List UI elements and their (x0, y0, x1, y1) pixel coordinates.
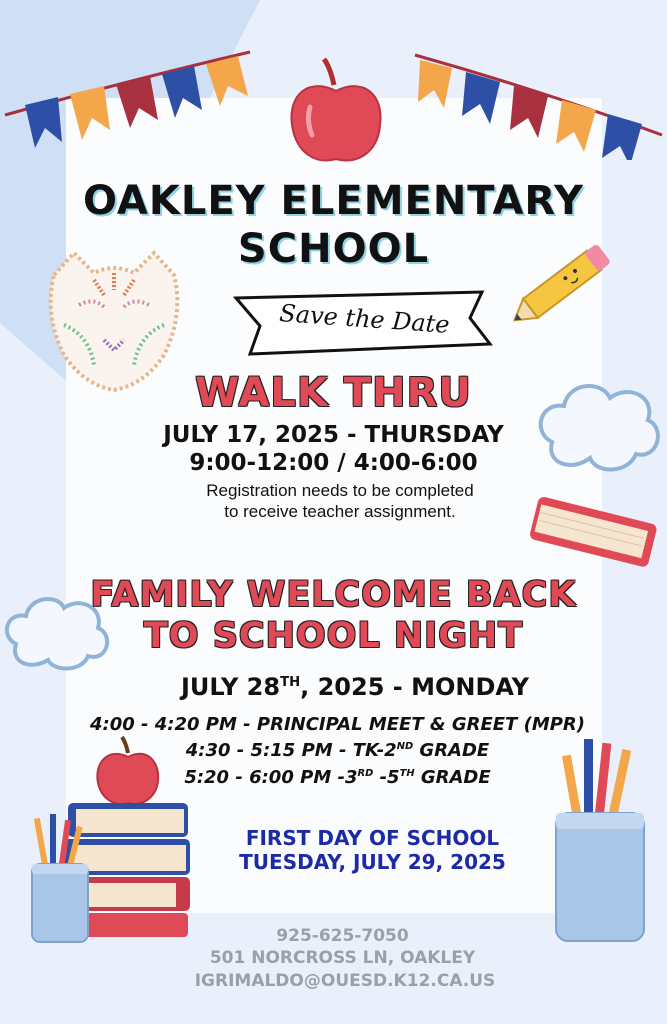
walk-thru-title: WALK THRU (195, 370, 472, 416)
family-night-title-line2: TO SCHOOL NIGHT (143, 616, 524, 656)
school-name-line2: SCHOOL (237, 226, 430, 272)
save-the-date-text: Save the Date (278, 299, 451, 339)
family-night-title-line1: FAMILY WELCOME BACK (90, 575, 577, 615)
walk-thru-note-line1: Registration needs to be completed (206, 481, 474, 500)
school-name-line1: OAKLEY ELEMENTARY (82, 178, 585, 224)
first-day-title: FIRST DAY OF SCHOOL (245, 826, 500, 850)
schedule-line-1: 4:00 - 4:20 PM - PRINCIPAL MEET & GREET (MPR) (89, 714, 586, 735)
apple-icon (288, 55, 384, 170)
contact-phone: 925-625-7050 (276, 926, 409, 946)
schedule-line-3: 5:20 - 6:00 PM -3RD -5TH GRADE (184, 767, 491, 788)
walk-thru-date: JULY 17, 2025 - THURSDAY (163, 422, 504, 448)
contact-address: 501 NORCROSS LN, OAKLEY (209, 948, 476, 968)
first-day-date: TUESDAY, JULY 29, 2025 (239, 850, 506, 874)
schedule-line-2: 4:30 - 5:15 PM - TK-2ND GRADE (185, 740, 490, 761)
walk-thru-note-line2: to receive teacher assignment. (224, 502, 456, 521)
family-night-date: JULY 28TH, 2025 - MONDAY (180, 673, 530, 701)
contact-email: IGRIMALDO@OUESD.K12.CA.US (194, 971, 496, 991)
walk-thru-times: 9:00-12:00 / 4:00-6:00 (189, 450, 478, 476)
